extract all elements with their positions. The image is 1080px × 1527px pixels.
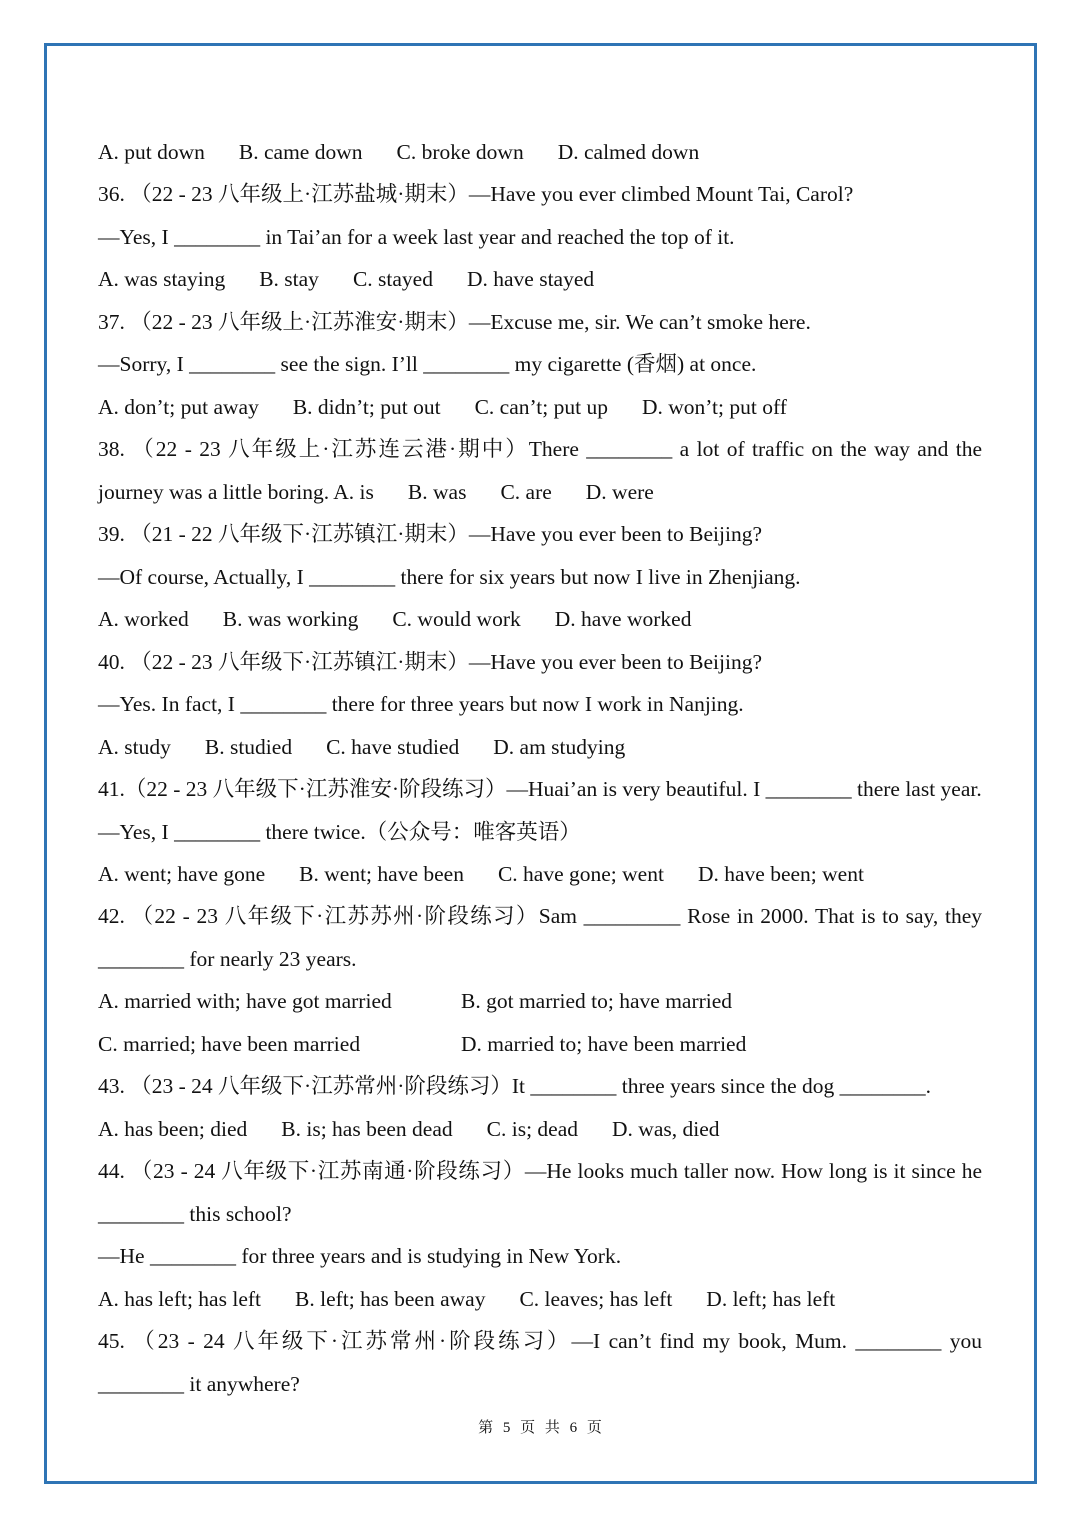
- q43-stem-line: [98, 1065, 982, 1107]
- q38-source: （22 - 23 八年级上·江苏连云港·期中）: [132, 437, 529, 462]
- q38-option-a: A. is: [333, 479, 374, 504]
- q36-stem: —Have you ever climbed Mount Tai, Carol?: [468, 182, 854, 207]
- q40-options: [98, 726, 982, 768]
- q45-number: 45.: [98, 1329, 134, 1354]
- q41-reply: —Yes, I ________ there twice.（公众号：唯客英语）: [98, 819, 581, 844]
- q35-option-d: D. calmed down: [557, 140, 700, 164]
- q43-stem: It ________ three years since the dog ________.: [511, 1074, 932, 1099]
- q41-stem: —Huai’an is very beautiful. I ________ there last year.: [506, 777, 982, 802]
- q41-number: 41.: [98, 777, 125, 802]
- q40-option-c: C. have studied: [326, 734, 460, 759]
- q37-option-b: B. didn’t; put out: [292, 394, 441, 419]
- q38-option-b: B. was: [407, 479, 467, 504]
- q41-options: [98, 853, 982, 895]
- q44-options: [98, 1278, 982, 1320]
- q37-source: （22 - 23 八年级上·江苏淮安·期末）: [130, 309, 469, 334]
- q36-option-c: C. stayed: [352, 267, 433, 292]
- q42-options-row2: [98, 1023, 982, 1065]
- q42-number: 42.: [98, 904, 132, 929]
- q44-option-b: B. left; has been away: [295, 1286, 486, 1311]
- q42-source: （22 - 23 八年级下·江苏苏州·阶段练习）: [131, 904, 539, 929]
- q40-option-a: A. study: [98, 734, 171, 759]
- q39-source: （21 - 22 八年级下·江苏镇江·期末）: [130, 522, 469, 547]
- q36-options: [98, 258, 982, 300]
- q40-stem: —Have you ever been to Beijing?: [468, 649, 762, 674]
- q43-options: [98, 1108, 982, 1150]
- q44-stem-line2: ________ this school?: [98, 1201, 292, 1226]
- q38-option-d: D. were: [585, 479, 654, 504]
- q38-stem-line2: journey was a little boring.: [98, 479, 330, 504]
- q40-number: 40.: [98, 649, 131, 674]
- q39-number: 39.: [98, 522, 131, 547]
- q38-stem-line1: There ________ a lot of traffic on the way and the: [528, 437, 982, 462]
- q37-option-d: D. won’t; put off: [641, 394, 787, 419]
- q38-option-c: C. are: [500, 479, 552, 504]
- q35-option-a: A. put down: [98, 140, 205, 164]
- q44-number: 44.: [98, 1159, 131, 1184]
- q39-option-a: A. worked: [98, 607, 189, 632]
- q41-option-d: D. have been; went: [697, 861, 864, 886]
- q41-stem-line: [98, 768, 982, 810]
- q39-option-d: D. have worked: [554, 607, 692, 632]
- q36-option-a: A. was staying: [98, 267, 226, 292]
- q43-number: 43.: [98, 1074, 131, 1099]
- q42-stem-line1: Sam _________ Rose in 2000. That is to say, they: [538, 904, 982, 929]
- q42-option-b: B. got married to; have married: [461, 989, 733, 1014]
- q36-source: （22 - 23 八年级上·江苏盐城·期末）: [130, 182, 469, 207]
- q43-option-a: A. has been; died: [98, 1116, 248, 1141]
- q44-source: （23 - 24 八年级下·江苏南通·阶段练习）: [130, 1159, 525, 1184]
- q44-reply: —He ________ for three years and is studying in New York.: [98, 1244, 622, 1269]
- q36-stem-line: [98, 173, 982, 215]
- q40-reply: —Yes. In fact, I ________ there for three years but now I work in Nanjing.: [98, 692, 744, 717]
- q39-reply: —Of course, Actually, I ________ there for six years but now I live in Zhenjiang.: [98, 564, 801, 589]
- q38-options: [98, 471, 982, 513]
- q37-option-c: C. can’t; put up: [474, 394, 608, 419]
- page-footer: 第 5 页 共 6 页: [478, 1420, 602, 1436]
- q45-stem-line: [98, 1320, 982, 1362]
- q37-stem: —Excuse me, sir. We can’t smoke here.: [468, 309, 811, 334]
- q44-option-d: D. left; has left: [706, 1286, 836, 1311]
- q40-option-d: D. am studying: [493, 734, 626, 759]
- q44-stem-line: [98, 1150, 982, 1192]
- q45-stem-line1: —I can’t find my book, Mum. ________ you: [571, 1329, 982, 1354]
- q36-option-d: D. have stayed: [466, 267, 595, 292]
- q42-options-row1: [98, 980, 982, 1022]
- q42-stem-line2: ________ for nearly 23 years.: [98, 946, 357, 971]
- q37-reply: —Sorry, I ________ see the sign. I’ll ________ my cigarette (香烟) at once.: [98, 352, 757, 377]
- q40-source: （22 - 23 八年级下·江苏镇江·期末）: [130, 649, 469, 674]
- q42-option-d: D. married to; have been married: [461, 1031, 747, 1056]
- q39-stem: —Have you ever been to Beijing?: [468, 522, 762, 547]
- q41-option-c: C. have gone; went: [497, 861, 664, 886]
- q35-option-c: C. broke down: [396, 140, 524, 164]
- q37-stem-line: [98, 301, 982, 343]
- q36-number: 36.: [98, 182, 131, 207]
- q36-option-b: B. stay: [259, 267, 319, 292]
- q43-source: （23 - 24 八年级下·江苏常州·阶段练习）: [130, 1074, 512, 1099]
- q44-option-c: C. leaves; has left: [519, 1286, 673, 1311]
- q41-option-b: B. went; have been: [299, 861, 464, 886]
- q44-stem-line1: —He looks much taller now. How long is it since he: [524, 1159, 982, 1184]
- q39-option-c: C. would work: [392, 607, 521, 632]
- q39-stem-line: [98, 513, 982, 555]
- q37-option-a: A. don’t; put away: [98, 394, 259, 419]
- q41-source: （22 - 23 八年级下·江苏淮安·阶段练习）: [124, 777, 507, 802]
- q42-option-c: C. married; have been married: [98, 1031, 361, 1056]
- q40-option-b: B. studied: [204, 734, 293, 759]
- q35-options: [98, 131, 982, 173]
- q38-number: 38.: [98, 437, 133, 462]
- q39-option-b: B. was working: [222, 607, 359, 632]
- q38-stem-and-option-a: [98, 471, 374, 513]
- q43-option-d: D. was, died: [612, 1116, 720, 1141]
- q36-reply: —Yes, I ________ in Tai’an for a week last year and reached the top of it.: [98, 224, 735, 249]
- q44-option-a: A. has left; has left: [98, 1286, 261, 1311]
- q40-stem-line: [98, 641, 982, 683]
- q43-option-c: C. is; dead: [486, 1116, 579, 1141]
- question-list: [98, 131, 982, 1405]
- q35-option-b: B. came down: [238, 140, 363, 164]
- q45-stem-line2: ________ it anywhere?: [98, 1371, 300, 1396]
- q42-stem-line: [98, 895, 982, 937]
- q37-number: 37.: [98, 309, 131, 334]
- q38-stem-line: [98, 428, 982, 470]
- q39-options: [98, 598, 982, 640]
- q41-option-a: A. went; have gone: [98, 861, 266, 886]
- q42-option-a: A. married with; have got married: [98, 989, 392, 1014]
- q43-option-b: B. is; has been dead: [281, 1116, 453, 1141]
- q45-source: （23 - 24 八年级下·江苏常州·阶段练习）: [133, 1329, 572, 1354]
- q37-options: [98, 386, 982, 428]
